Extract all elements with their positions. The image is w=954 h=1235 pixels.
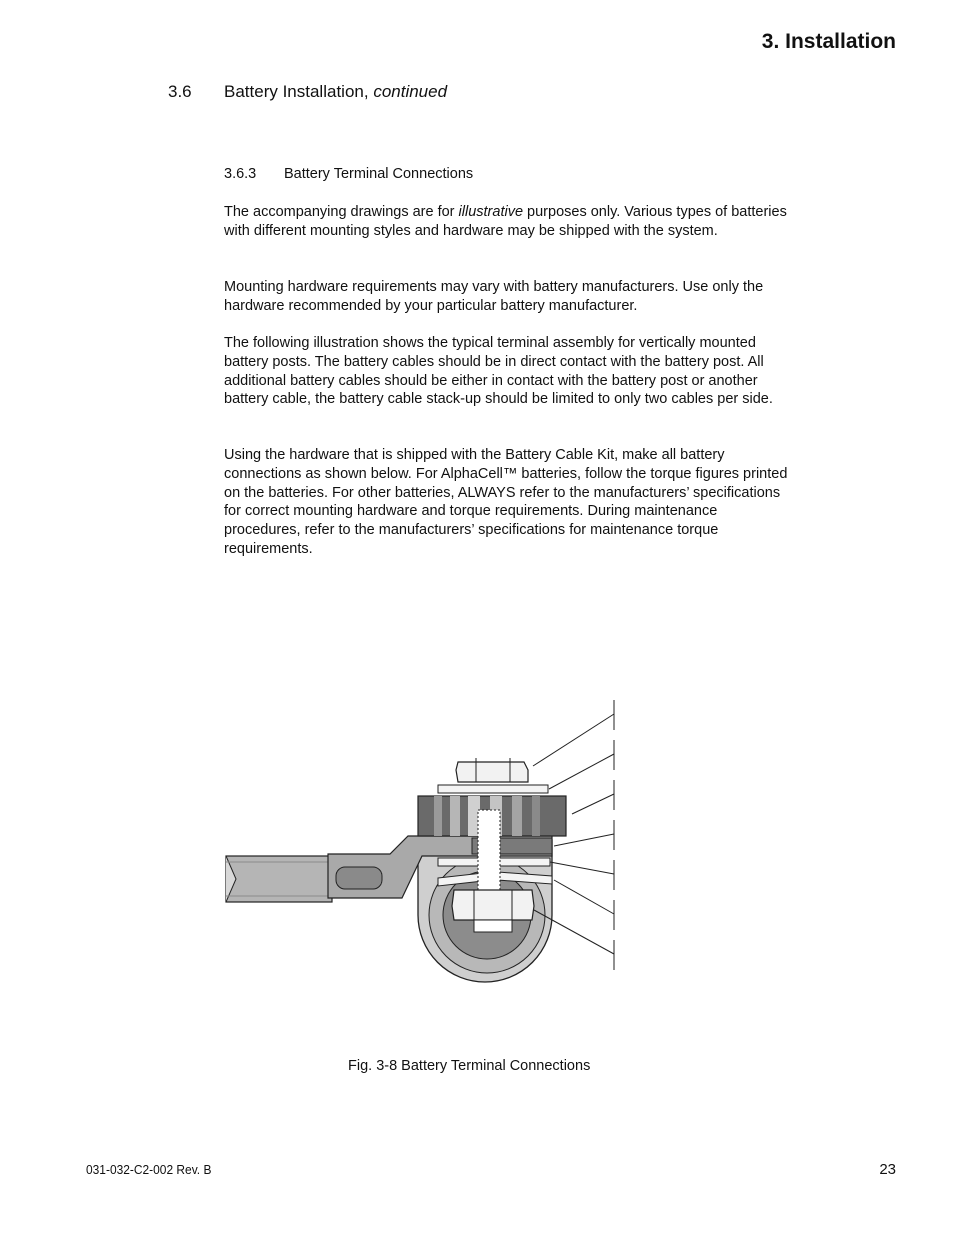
subsection-title: Battery Terminal Connections (284, 166, 474, 182)
p1-text-end: purposes only. Various types of batteries with different mounting styles and hardware may be shipped with the system. (224, 204, 787, 239)
subsection-heading (224, 166, 473, 182)
section-heading (168, 82, 447, 102)
p1-text-start: The accompanying drawings are for (224, 204, 459, 220)
section-number: 3.6 (168, 82, 192, 101)
paragraph-illustrative (224, 203, 790, 241)
terminal-assembly-drawing (222, 690, 642, 990)
paragraph-mounting-hardware: Mounting hardware requirements may vary with battery manufacturers. Use only the hardware recommended by your particular battery manufacturer. (224, 279, 764, 314)
subsection-number: 3.6.3 (224, 166, 257, 182)
bottom-nut (452, 890, 534, 920)
p1-italic: illustrative (458, 204, 524, 220)
section-title-suffix: continued (373, 82, 448, 101)
chapter-title: 3. Installation (761, 30, 896, 53)
section-title: Battery Installation, (224, 82, 369, 101)
top-nut (456, 762, 528, 782)
flat-washer (438, 785, 548, 793)
footer-doc-number: 031-032-C2-002 Rev. B (86, 1162, 212, 1177)
figure-caption: Fig. 3-8 Battery Terminal Connections (348, 1058, 591, 1074)
paragraph-cable-kit: Using the hardware that is shipped with the Battery Cable Kit, make all battery connections as shown below. For AlphaCell™ batteries, follow the torque figures printed on the batteries. For other batteries, ALWAYS refer to the manufacturers’ specifications for correct mounting hardware and torque requirements. During maintenance procedures, refer to the manufacturers’ specifications for maintenance torque requirements. (224, 447, 788, 557)
paragraph-terminal-assembly: The following illustration shows the typical terminal assembly for vertically mounted battery posts. The battery cables should be in direct contact with the battery post. All additional battery cables should be either in contact with the battery post or another battery cable, the battery cable stack-up should be limited to only two cables per side. (224, 335, 773, 408)
footer-page-number: 23 (879, 1161, 896, 1178)
lug-slot (336, 867, 382, 889)
cable (226, 856, 332, 902)
battery-terminal-figure (222, 690, 642, 995)
bolt-end (474, 920, 512, 932)
